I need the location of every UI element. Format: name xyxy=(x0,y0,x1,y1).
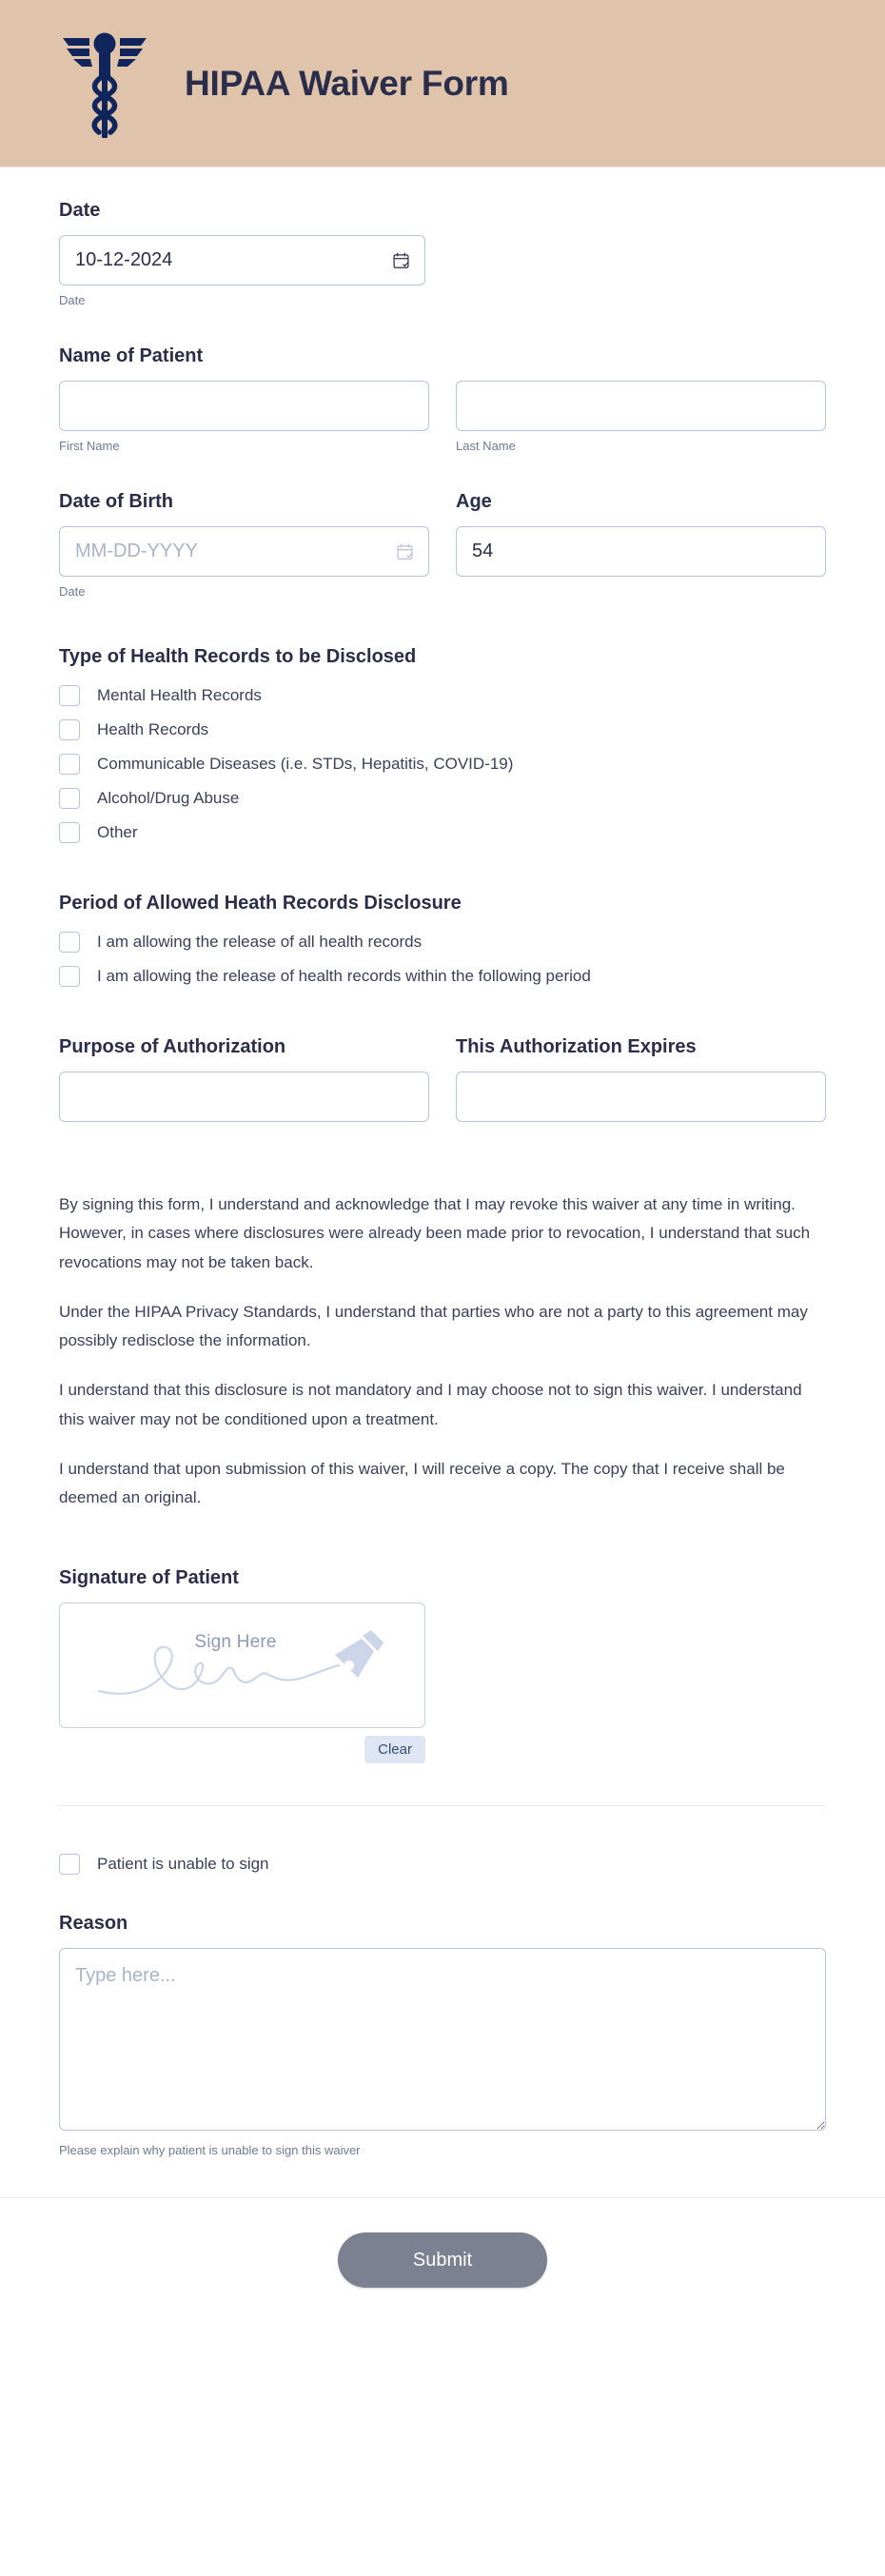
signature-group xyxy=(59,1567,826,1763)
checkbox-row-communicable-diseases[interactable] xyxy=(59,754,826,775)
checkbox-label: Other xyxy=(97,822,138,841)
legal-paragraph: Under the HIPAA Privacy Standards, I understand that parties who are not a party to this agreement may possibly redisclose the information. xyxy=(59,1302,808,1349)
record-types-group xyxy=(59,646,826,843)
date-of-birth-sublabel: Date xyxy=(59,584,86,599)
form-footer xyxy=(0,2197,885,2335)
name-row xyxy=(59,381,826,453)
checkbox-label: I am allowing the release of all health records xyxy=(97,932,423,951)
disclosure-period-title: Period of Allowed Heath Records Disclosure xyxy=(59,893,462,914)
reason-textarea[interactable] xyxy=(59,1948,826,2131)
record-types-title: Type of Health Records to be Disclosed xyxy=(59,646,417,667)
purpose-input[interactable] xyxy=(59,1072,429,1122)
first-name-input[interactable] xyxy=(59,381,429,431)
age-input[interactable] xyxy=(456,526,826,577)
field-reason xyxy=(59,1913,826,2157)
checkbox-row-mental-health-records[interactable] xyxy=(59,685,826,706)
last-name-group xyxy=(456,381,826,453)
field-date xyxy=(59,200,826,307)
checkbox-label: I am allowing the release of health records within the following period xyxy=(97,966,591,985)
checkbox-communicable-diseases[interactable] xyxy=(59,754,80,775)
date-input[interactable] xyxy=(59,235,425,285)
caduceus-icon xyxy=(59,27,150,141)
checkbox-release-within-period[interactable] xyxy=(59,966,80,987)
record-types-list xyxy=(59,685,826,843)
signature-placeholder-art xyxy=(60,1603,424,1727)
name-of-patient-label: Name of Patient xyxy=(59,345,204,366)
signature-hint: Sign Here xyxy=(194,1632,277,1653)
field-purpose-expires xyxy=(59,1036,826,1122)
checkbox-mental-health-records[interactable] xyxy=(59,685,80,706)
date-input-wrapper xyxy=(59,235,425,285)
purpose-expires-label-row xyxy=(59,1036,826,1072)
checkbox-row-unable-to-sign[interactable] xyxy=(59,1854,826,1875)
dob-age-label-row xyxy=(59,491,826,526)
form-header xyxy=(0,0,885,167)
checkbox-row-alcohol-drug-abuse[interactable] xyxy=(59,788,826,809)
legal-paragraph: By signing this form, I understand and acknowledge that I may revoke this waiver at any time in writing. However, in cases where disclosures were already been made prior to revocation, I understand that such revocations may not be taken back. xyxy=(59,1195,811,1271)
reason-label: Reason xyxy=(59,1913,128,1935)
date-of-birth-input[interactable] xyxy=(59,526,429,577)
age-group xyxy=(456,526,826,599)
first-name-sublabel: First Name xyxy=(59,439,120,453)
checkbox-alcohol-drug-abuse[interactable] xyxy=(59,788,80,809)
checkbox-row-release-within-period[interactable] xyxy=(59,966,826,987)
field-dob-age xyxy=(59,491,826,599)
date-of-birth-label: Date of Birth xyxy=(59,491,173,512)
expires-label: This Authorization Expires xyxy=(456,1036,697,1057)
checkbox-release-all-records[interactable] xyxy=(59,932,80,953)
signature-pad[interactable] xyxy=(59,1603,425,1728)
first-name-group xyxy=(59,381,429,453)
legal-text-block xyxy=(59,1190,826,1512)
disclosure-period-group xyxy=(59,893,826,987)
date-sublabel: Date xyxy=(59,293,86,307)
checkbox-label: Health Records xyxy=(97,719,209,738)
page-title: HIPAA Waiver Form xyxy=(185,63,509,103)
checkbox-health-records[interactable] xyxy=(59,719,80,740)
legal-paragraph: I understand that this disclosure is not mandatory and I may choose not to sign this waiver. I understand this waiver may not be conditioned upon a treatment. xyxy=(59,1381,802,1428)
dob-age-input-row xyxy=(59,526,826,599)
field-name-of-patient xyxy=(59,345,826,453)
age-label: Age xyxy=(456,491,492,512)
legal-paragraph: I understand that upon submission of this waiver, I will receive a copy. The copy that I receive shall be deemed an original. xyxy=(59,1459,785,1506)
checkbox-row-other[interactable] xyxy=(59,822,826,843)
last-name-sublabel: Last Name xyxy=(456,439,516,453)
date-label: Date xyxy=(59,200,101,221)
checkbox-row-health-records[interactable] xyxy=(59,719,826,740)
purpose-expires-input-row xyxy=(59,1072,826,1122)
checkbox-label: Communicable Diseases (i.e. STDs, Hepatitis, COVID-19) xyxy=(97,754,514,773)
section-divider xyxy=(59,1805,826,1806)
form-body xyxy=(0,167,885,2157)
expires-input[interactable] xyxy=(456,1072,826,1122)
signature-label: Signature of Patient xyxy=(59,1567,239,1589)
purpose-label: Purpose of Authorization xyxy=(59,1036,286,1057)
signature-actions xyxy=(59,1736,425,1763)
checkbox-label: Alcohol/Drug Abuse xyxy=(97,788,240,807)
checkbox-unable-to-sign[interactable] xyxy=(59,1854,80,1875)
date-of-birth-group xyxy=(59,526,429,599)
fountain-pen-nib-icon xyxy=(335,1630,384,1678)
checkbox-label: Patient is unable to sign xyxy=(97,1855,269,1874)
reason-sublabel: Please explain why patient is unable to sign this waiver xyxy=(59,2143,361,2158)
disclosure-period-list xyxy=(59,932,826,987)
last-name-input[interactable] xyxy=(456,381,826,431)
submit-button[interactable]: Submit xyxy=(338,2232,547,2288)
checkbox-other[interactable] xyxy=(59,822,80,843)
checkbox-row-release-all-records[interactable] xyxy=(59,932,826,953)
checkbox-label: Mental Health Records xyxy=(97,685,262,704)
clear-signature-button[interactable]: Clear xyxy=(364,1736,425,1763)
